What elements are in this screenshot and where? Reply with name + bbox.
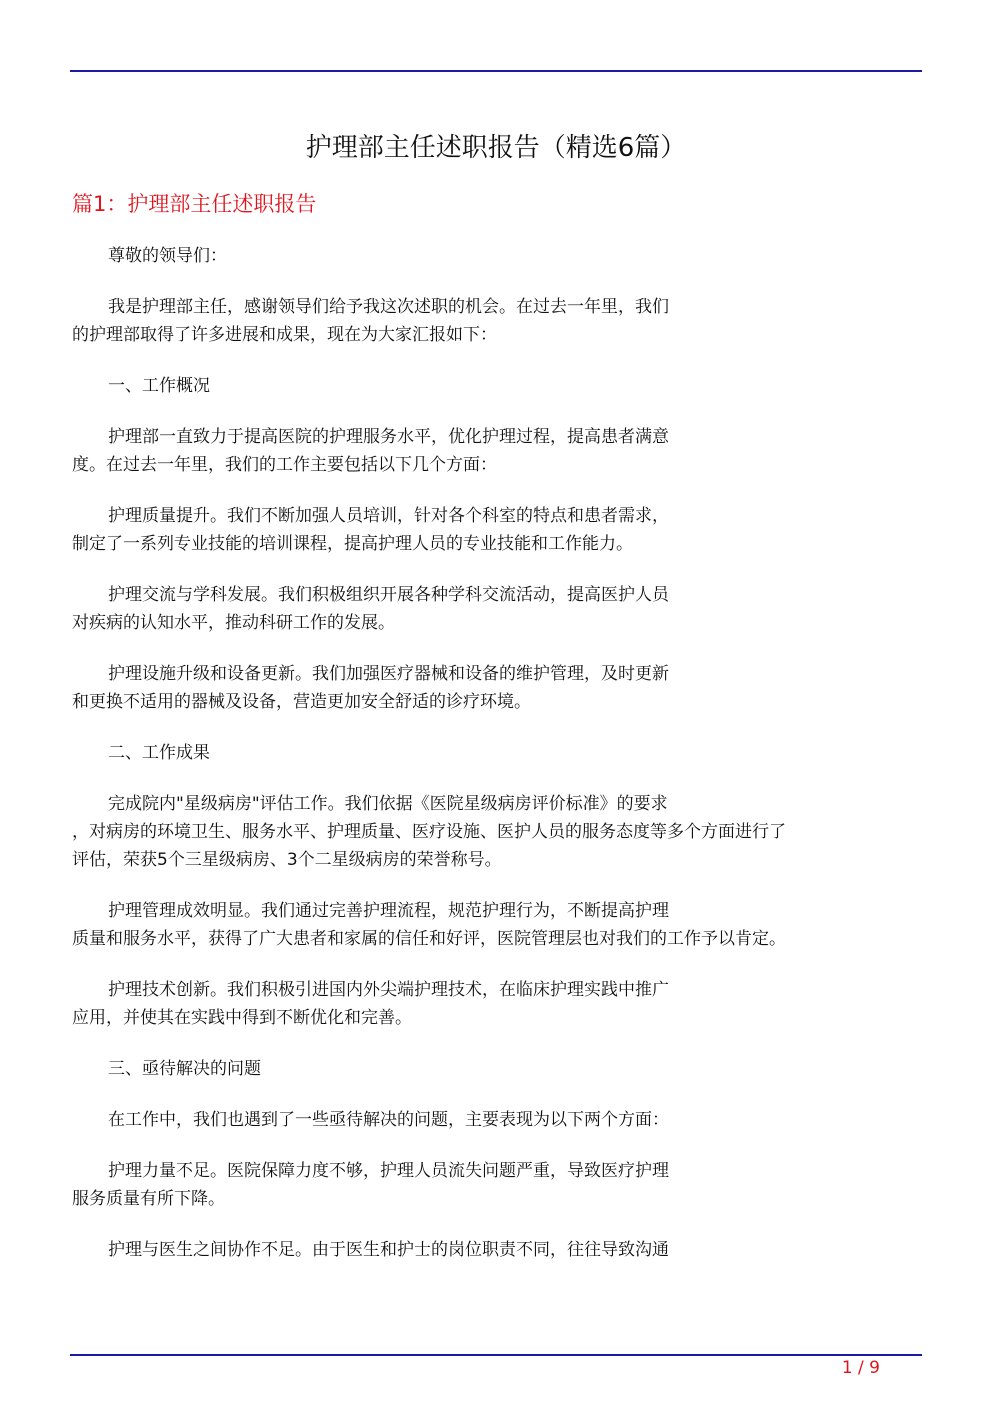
paragraph-line: 尊敬的领导们：: [108, 246, 227, 266]
paragraph: [72, 1106, 932, 1134]
paragraph-line: 护理质量提升。我们不断加强人员培训，针对各个科室的特点和患者需求，: [108, 506, 669, 526]
paragraph-line: 护理管理成效明显。我们通过完善护理流程，规范护理行为，不断提高护理: [108, 901, 669, 921]
paragraph-line: 评估，荣获5个三星级病房、3个二星级病房的荣誉称号。: [72, 850, 502, 870]
paragraph: [72, 423, 932, 479]
document-title: 护理部主任述职报告（精选6篇）: [305, 133, 687, 163]
paragraph: [72, 242, 932, 270]
paragraph-line: 服务质量有所下降。: [72, 1189, 225, 1209]
paragraph: [72, 1236, 932, 1264]
paragraph-line: 应用，并使其在实践中得到不断优化和完善。: [72, 1008, 412, 1028]
paragraph: [72, 1055, 932, 1083]
section-heading: 篇1：护理部主任述职报告: [72, 192, 317, 216]
paragraph: [72, 293, 932, 349]
page-number: 1 / 9: [841, 1358, 880, 1378]
paragraph-line: 的护理部取得了许多进展和成果，现在为大家汇报如下：: [72, 325, 497, 345]
paragraph: [72, 372, 932, 400]
paragraph-line: 制定了一系列专业技能的培训课程，提高护理人员的专业技能和工作能力。: [72, 534, 633, 554]
paragraph-line: 护理与医生之间协作不足。由于医生和护士的岗位职责不同，往往导致沟通: [108, 1240, 669, 1260]
paragraph-line: 护理交流与学科发展。我们积极组织开展各种学科交流活动，提高医护人员: [108, 585, 669, 605]
paragraph: [72, 502, 932, 558]
paragraph: [72, 976, 932, 1032]
paragraph-line: 二、工作成果: [108, 743, 210, 763]
paragraph-line: 完成院内"星级病房"评估工作。我们依据《医院星级病房评价标准》的要求: [108, 794, 668, 814]
paragraph-line: 护理力量不足。医院保障力度不够，护理人员流失问题严重，导致医疗护理: [108, 1161, 669, 1181]
document-body: [72, 242, 932, 1287]
paragraph-line: 护理部一直致力于提高医院的护理服务水平，优化护理过程，提高患者满意: [108, 427, 669, 447]
paragraph-line: ，对病房的环境卫生、服务水平、护理质量、医疗设施、医护人员的服务态度等多个方面进行了: [72, 822, 786, 842]
paragraph-line: 三、亟待解决的问题: [108, 1059, 261, 1079]
paragraph: [72, 581, 932, 637]
top-rule: [70, 70, 922, 72]
paragraph-line: 护理设施升级和设备更新。我们加强医疗器械和设备的维护管理，及时更新: [108, 664, 669, 684]
paragraph-line: 我是护理部主任，感谢领导们给予我这次述职的机会。在过去一年里，我们: [108, 297, 669, 317]
paragraph-line: 和更换不适用的器械及设备，营造更加安全舒适的诊疗环境。: [72, 692, 531, 712]
bottom-rule: [70, 1354, 922, 1356]
paragraph: [72, 660, 932, 716]
paragraph-line: 一、工作概况: [108, 376, 210, 396]
paragraph: [72, 739, 932, 767]
paragraph: [72, 1157, 932, 1213]
paragraph-line: 度。在过去一年里，我们的工作主要包括以下几个方面：: [72, 455, 497, 475]
paragraph: [72, 790, 932, 874]
paragraph-line: 护理技术创新。我们积极引进国内外尖端护理技术，在临床护理实践中推广: [108, 980, 669, 1000]
paragraph-line: 对疾病的认知水平，推动科研工作的发展。: [72, 613, 395, 633]
paragraph: [72, 897, 932, 953]
paragraph-line: 质量和服务水平，获得了广大患者和家属的信任和好评，医院管理层也对我们的工作予以肯定。: [72, 929, 786, 949]
paragraph-line: 在工作中，我们也遇到了一些亟待解决的问题，主要表现为以下两个方面：: [108, 1110, 669, 1130]
